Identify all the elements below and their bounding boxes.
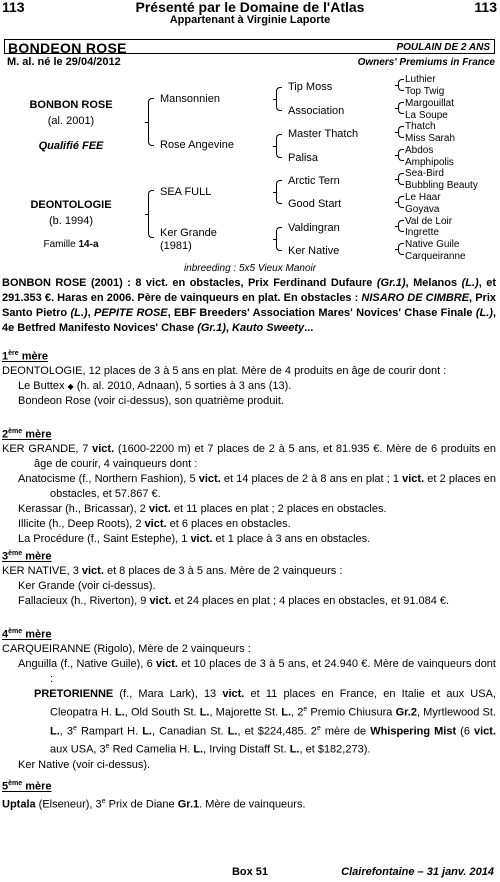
dam1-produce-1: Le Buttex ◆ (h. al. 2010, Adnaan), 5 sorties à 3 ans (13). [18,380,292,392]
brace-dam [148,190,154,238]
sire-paragraph: BONBON ROSE (2001) : 8 vict. en obstacles, Prix Ferdinand Dufaure (Gr.1), Melanos (L.), et 291.353 €. Haras en 2006. Père de vainqueurs en plat. En obstacles : NISARO DE CIMBRE, Prix Santo Pietro (L.), PEPITE ROSE, EBF Breeders' Association Mares' Novices' Chase Finale (L.), 4e Betfred Manifesto Novices' Chase (Gr.1), Kauto Sweety... [2,277,496,334]
brace-g3-4 [398,149,404,161]
g4-margouillat: Margouillat [405,98,454,109]
g4-luthier: Luthier [405,74,436,85]
dam3-main: KER NATIVE, 3 vict. et 8 places de 3 à 5 ans. Mère de 2 vainqueurs : [2,565,343,577]
g4-bubbling-beauty: Bubbling Beauty [405,180,478,191]
page-title: Présenté par le Domaine de l'Atlas [135,0,365,15]
inbreeding-note: inbreeding : 5x5 Vieux Manoir [183,263,317,274]
heading-2nd-dam: 2ème mère [2,428,52,441]
brace-g3-1 [398,79,404,91]
g4-native-guile: Native Guile [405,239,460,250]
horse-sex-age: POULAIN DE 2 ANS [396,42,490,53]
heading-5th-dam: 5ème mère [2,780,52,793]
g3-arctic-tern: Arctic Tern [288,175,340,187]
sire-year: (al. 2001) [47,115,95,127]
brace-g2-1 [276,87,282,111]
dam4-main: CARQUEIRANNE (Rigolo), Mère de 2 vainqueurs : [2,643,251,655]
brace-g2-3 [276,180,282,204]
dam1-main: DEONTOLOGIE, 12 places de 3 à 5 ans en plat. Mère de 4 produits en âge de courir dont : [2,365,447,377]
dam4-produce-1: Anguilla (f., Native Guile), 6 vict. et 10 places de 3 à 5 ans, et 24.940 €. Mère de vainqueurs dont : [18,658,496,685]
heading-3rd-dam: 3ème mère [2,550,52,563]
sire-name: BONBON ROSE [29,99,113,111]
box-number: Box 51 [231,866,269,878]
g2-rose-angevine: Rose Angevine [160,139,234,151]
g4-abdos: Abdos [405,145,434,156]
owners-premiums: Owners' Premiums in France [357,57,495,68]
g2-mansonnien: Mansonnien [160,93,220,105]
brace-g2-2 [276,134,282,158]
dam-family [16,239,126,250]
page-header [0,0,500,14]
dam2-produce-2: Kerassar (h., Bricassar), 2 vict. et 11 places en plat ; 2 places en obstacles. [18,503,387,515]
brace-g3-7 [398,220,404,232]
g3-ker-native: Ker Native [288,245,340,257]
horse-birth: M. al. né le 29/04/2012 [7,56,121,68]
g3-good-start: Good Start [288,198,342,210]
g4-ingrette: Ingrette [405,227,439,238]
g4-miss-sarah: Miss Sarah [405,133,456,144]
g4-amphipolis: Amphipolis [405,157,454,168]
dam-family-number: 14-a [78,239,99,250]
dam-name: DEONTOLOGIE [30,199,112,211]
brace-g3-5 [398,173,404,185]
horse-title-box [4,39,495,54]
sale-info: Clairefontaine – 31 janv. 2014 [341,866,494,878]
g3-master-thatch: Master Thatch [288,128,359,140]
g4-val-de-loir: Val de Loir [405,216,453,227]
heading-4th-dam: 4ème mère [2,628,52,641]
section-3rd-dam [2,564,496,609]
g3-association: Association [288,105,345,117]
dam4-produce-2: Ker Native (voir ci-dessus). [18,758,151,771]
dam3-produce-1: Ker Grande (voir ci-dessus). [18,580,156,592]
dam-family-label: Famille [43,239,76,250]
dam3-produce-2: Fallacieux (h., Riverton), 9 vict. et 24 places en plat ; 4 places en obstacles, et 91.084 €. [18,595,450,607]
dam2-produce-3: Illicite (h., Deep Roots), 2 vict. et 6 places en obstacles. [18,518,291,530]
brace-sire [148,98,154,146]
g3-palisa: Palisa [288,152,318,164]
dam-year: (b. 1994) [48,215,94,227]
dam1-produce-2: Bondeon Rose (voir ci-dessus), son quatrième produit. [18,395,284,407]
page-subtitle: Appartenant à Virginie Laporte [169,14,331,26]
brace-g3-6 [398,196,404,208]
brace-g3-2 [398,102,404,114]
g4-la-soupe: La Soupe [405,110,448,121]
lot-number-right: 113 [474,0,497,15]
brace-g3-3 [398,126,404,138]
dam2-produce-1: Anatocisme (f., Northern Fashion), 5 vict. et 14 places de 2 à 8 ans en plat ; 1 vict. et 2 places en obstacles, et 57.867 €. [18,473,496,500]
g3-tip-moss: Tip Moss [288,81,333,93]
horse-name: BONDEON ROSE [8,40,127,56]
g2-sea-full: SEA FULL [160,186,212,198]
g3-valdingran: Valdingran [288,222,340,234]
sire-note: Qualifié FEE [38,140,104,152]
section-1st-dam [2,364,496,409]
dam5-main: Uptala (Elseneur), 3e Prix de Diane Gr.1. Mère de vainqueurs. [2,798,306,811]
section-2nd-dam [2,442,496,547]
g4-thatch: Thatch [405,121,436,132]
g4-sea-bird: Sea-Bird [405,168,444,179]
brace-g2-4 [276,227,282,251]
dam2-produce-4: La Procédure (f., Saint Estephe), 1 vict. et 1 place à 3 ans en obstacles. [18,533,371,545]
g4-carqueiranne: Carqueiranne [405,251,466,262]
dam4-grand-produce: PRETORIENNE (f., Mara Lark), 13 vict. et 11 places en France, en Italie et aux USA, Cleopatra H. L., Old South St. L., Majorette St. L., 2e Premio Chiusura Gr.2, Myrtlewood St. L., 3e Rampart H. L., Canadian St. L., et $224,485. 2e mère de Whispering Mist (6 vict. aux USA, 3e Red Camelia H. L., Irving Distaff St. L., et $182,273). [34,688,497,756]
g4-le-haar: Le Haar [405,192,441,203]
g2-ker-grande: Ker Grande [160,227,217,239]
brace-g3-8 [398,243,404,255]
g4-goyava: Goyava [405,204,440,215]
section-5th-dam [2,794,496,813]
g2-ker-grande-year: (1981) [160,240,192,252]
heading-1st-dam: 1ère mère [2,350,48,363]
section-4th-dam [2,642,496,773]
pedigree-table [0,72,500,272]
g4-top-twig: Top Twig [405,86,445,97]
lot-number-left: 113 [2,0,25,15]
dam2-main: KER GRANDE, 7 vict. (1600-2200 m) et 7 places de 2 à 5 ans, et 81.935 €. Mère de 6 produits en âge de courir, 4 vainqueurs dont : [2,443,496,470]
